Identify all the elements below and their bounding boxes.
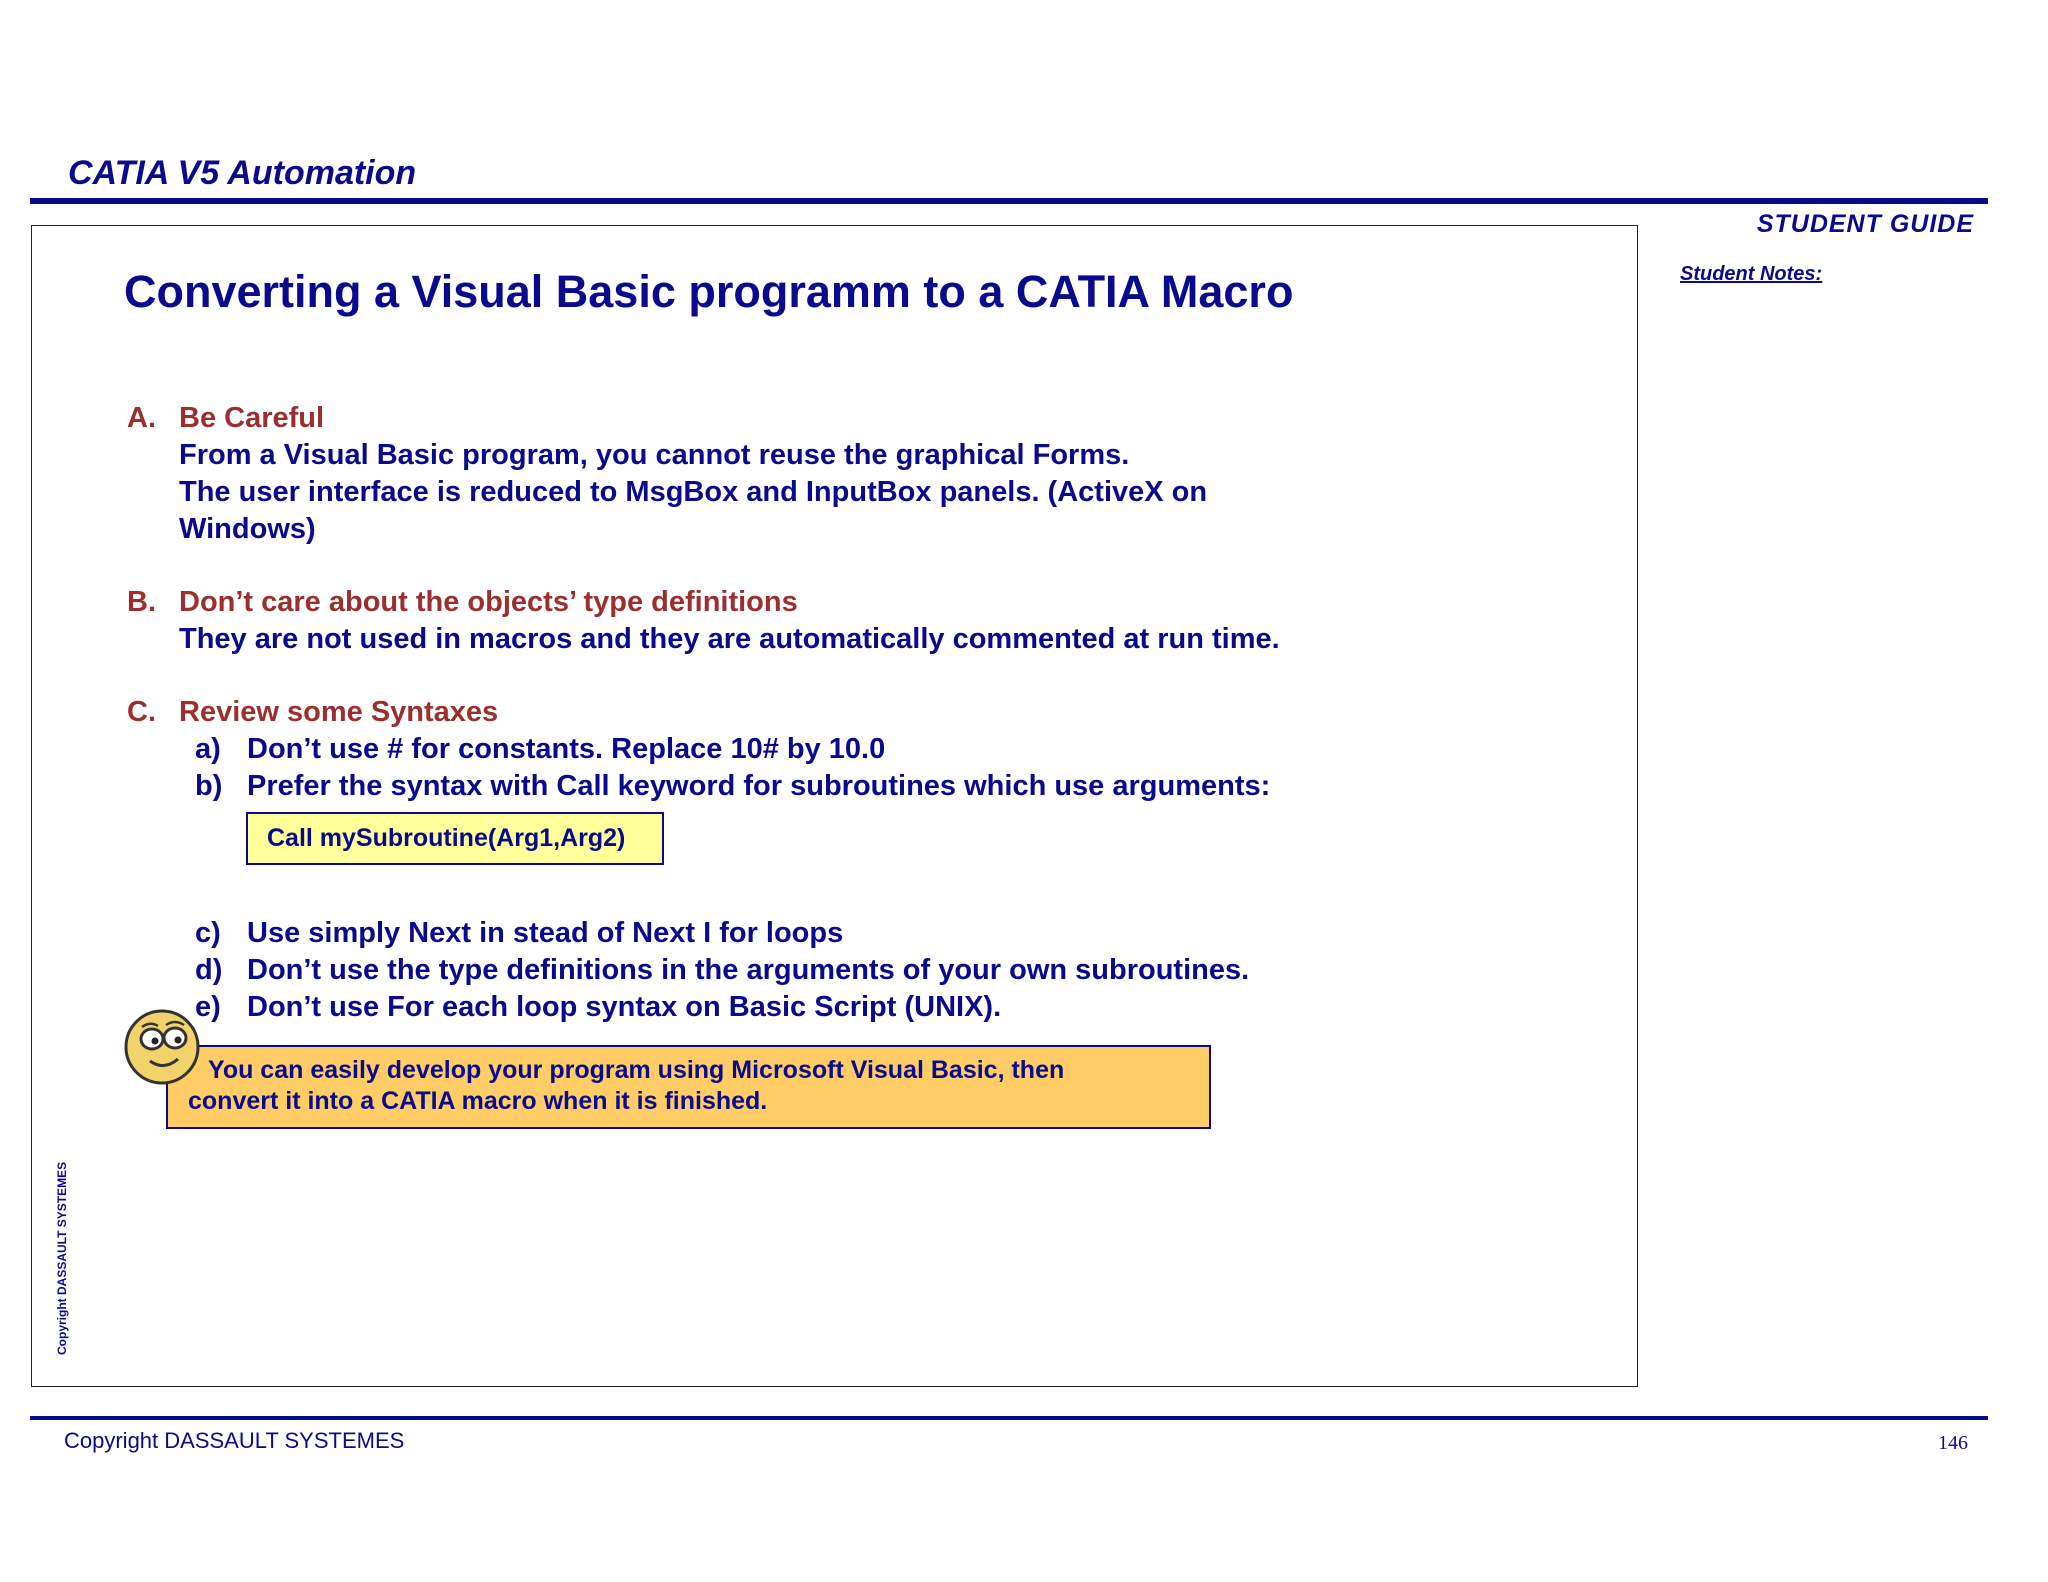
tip-box: [166, 1045, 1211, 1129]
item-d-letter: d): [195, 954, 223, 986]
page-number: 146: [1938, 1432, 1968, 1454]
section-b-line-1: They are not used in macros and they are automatically commented at run time.: [179, 623, 1280, 655]
section-a-letter: A.: [127, 402, 156, 434]
item-a-text: Don’t use # for constants. Replace 10# by 10.0: [247, 733, 886, 765]
item-b-letter: b): [195, 770, 223, 802]
code-example-box: Call mySubroutine(Arg1,Arg2): [246, 812, 664, 865]
item-c-letter: c): [195, 917, 221, 949]
item-b-text: Prefer the syntax with Call keyword for subroutines which use arguments:: [247, 770, 1271, 802]
tip-line-2: convert it into a CATIA macro when it is finished.: [188, 1087, 768, 1115]
vertical-copyright: Copyright DASSAULT SYSTEMES: [55, 1161, 69, 1355]
slide-title: Converting a Visual Basic programm to a CATIA Macro: [124, 266, 1294, 317]
section-a-line-1: From a Visual Basic program, you cannot reuse the graphical Forms.: [179, 439, 1130, 471]
header-rule: [30, 198, 1988, 204]
section-b-heading: Don’t care about the objects’ type definitions: [179, 586, 798, 618]
section-b-letter: B.: [127, 586, 156, 618]
item-c-text: Use simply Next in stead of Next I for loops: [247, 917, 844, 949]
footer-rule: [30, 1416, 1988, 1420]
section-a-heading: Be Careful: [179, 402, 325, 434]
item-e-text: Don’t use For each loop syntax on Basic Script (UNIX).: [247, 991, 1002, 1023]
section-a-line-2: The user interface is reduced to MsgBox and InputBox panels. (ActiveX on: [179, 476, 1208, 508]
section-c-letter: C.: [127, 696, 156, 728]
tip-line-1: You can easily develop your program using Microsoft Visual Basic, then: [208, 1056, 1065, 1084]
section-c-heading: Review some Syntaxes: [179, 696, 499, 728]
document-header-title: CATIA V5 Automation: [68, 154, 417, 192]
item-e-letter: e): [195, 991, 221, 1023]
student-notes-label: Student Notes:: [1680, 263, 1823, 285]
smiley-icon: [120, 1005, 204, 1089]
student-guide-label: STUDENT GUIDE: [1756, 210, 1974, 238]
item-a-letter: a): [195, 733, 221, 765]
footer-copyright: Copyright DASSAULT SYSTEMES: [64, 1428, 405, 1453]
section-a-line-3: Windows): [179, 513, 316, 545]
item-d-text: Don’t use the type definitions in the arguments of your own subroutines.: [247, 954, 1250, 986]
